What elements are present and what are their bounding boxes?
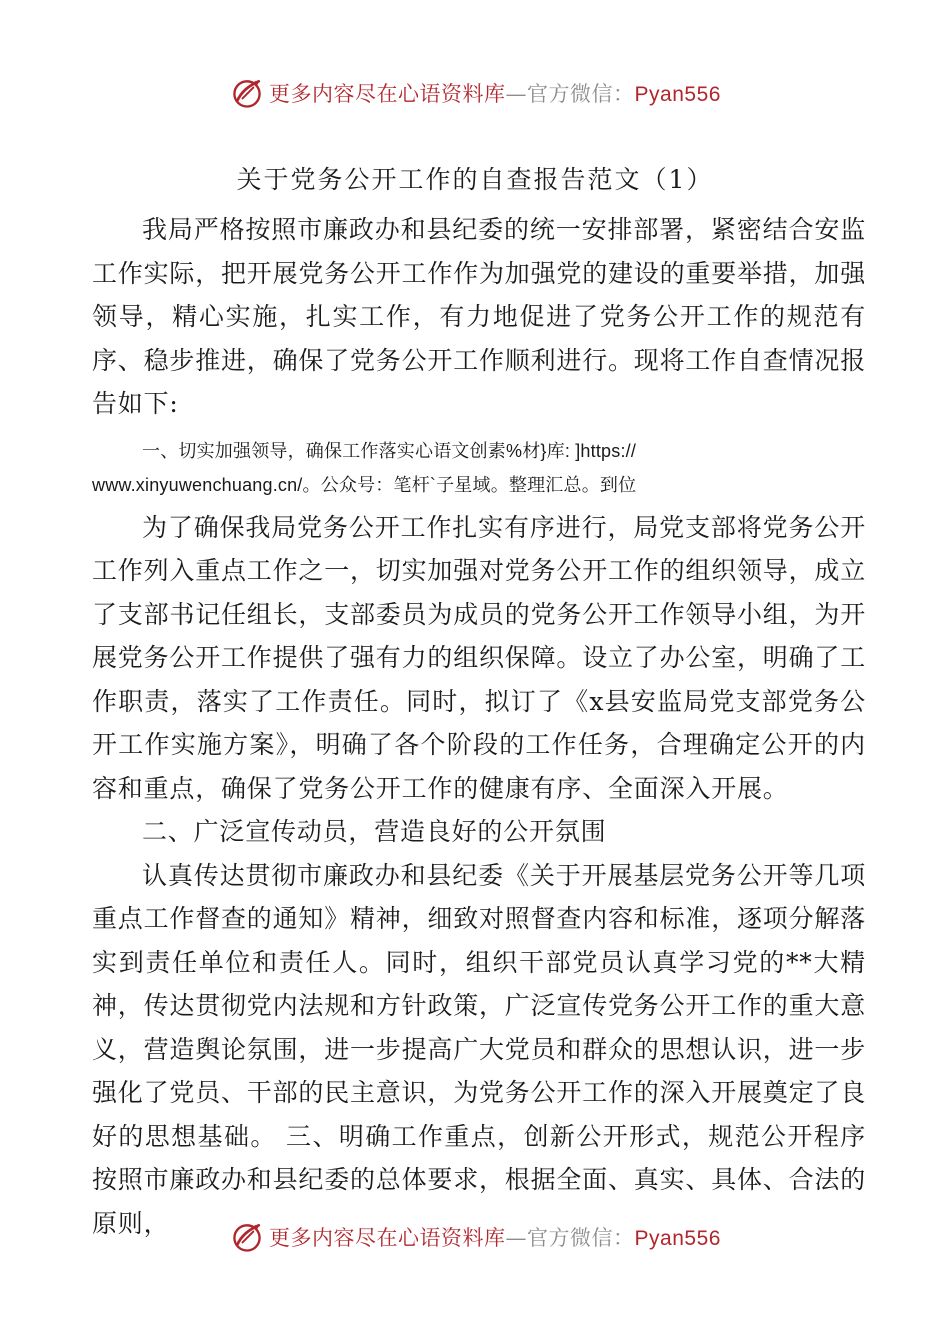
banner-text (269, 78, 721, 108)
intro-paragraph: 我局严格按照市廉政办和县纪委的统一安排部署，紧密结合安监工作实际，把开展党务公开工作作为加强党的建设的重要举措，加强领导，精心实施，扎实工作，有力地促进了党务公开工作的规范有序、稳步推进，确保了党务公开工作顺利进行。现将工作自查情况报告如下: (92, 215, 867, 418)
section2-paragraph: 认真传达贯彻市廉政办和县纪委《关于开展基层党务公开等几项重点工作督查的通知》精神，细致对照督查内容和标准，逐项分解落实到责任单位和责任人。同时，组织干部党员认真学习党的**大精神，传达贯彻党内法规和方针政策，广泛宣传党务公开工作的重大意义，营造舆论氛围，进一步提高广大党员和群众的思想认识，进一步强化了党员、干部的民主意识，为党务公开工作的深入开展奠定了良好的思想基础。 三、明确工作重点，创新公开形式，规范公开程序 按照市廉政办和县纪委的总体要求，根据全面、真实、具体、合法的原则， (92, 860, 867, 1238)
banner-slogan: 更多内容尽在心语资料库 (269, 82, 506, 106)
banner-text (269, 1222, 721, 1252)
footer-banner (0, 1212, 950, 1262)
banner-wechat-label: 官方微信： (527, 82, 635, 106)
banner-wechat-label: 官方微信： (527, 1226, 635, 1250)
banner-slogan: 更多内容尽在心语资料库 (269, 1226, 506, 1250)
document-body (92, 208, 866, 1245)
banner-wechat-id: Pyan556 (634, 83, 721, 106)
brand-logo-icon (229, 75, 265, 111)
banner-dash: — (505, 1226, 528, 1250)
brand-logo-icon (229, 1219, 265, 1255)
header-banner (0, 68, 950, 118)
section1-heading: 一、切实加强领导，确保工作落实心语文创素%材}库: ]https:// www.xinyuwenchuang.cn/。公众号：笔杆`子星域。整理汇总。到位 (92, 440, 637, 495)
document-title: 关于党务公开工作的自查报告范文（1） (236, 165, 714, 194)
section2-heading: 二、广泛宣传动员，营造良好的公开氛围 (142, 817, 607, 846)
section1-paragraph: 为了确保我局党务公开工作扎实有序进行，局党支部将党务公开工作列入重点工作之一，切实加强对党务公开工作的组织领导，成立了支部书记任组长，支部委员为成员的党务公开工作领导小组，为开展党务公开工作提供了强有力的组织保障。设立了办公室，明确了工作职责，落实了工作责任。同时，拟订了《x县安监局党支部党务公开工作实施方案》，明确了各个阶段的工作任务，合理确定公开的内容和重点，确保了党务公开工作的健康有序、全面深入开展。 (92, 512, 867, 803)
banner-wechat-id: Pyan556 (634, 1227, 721, 1250)
banner-dash: — (505, 82, 528, 106)
